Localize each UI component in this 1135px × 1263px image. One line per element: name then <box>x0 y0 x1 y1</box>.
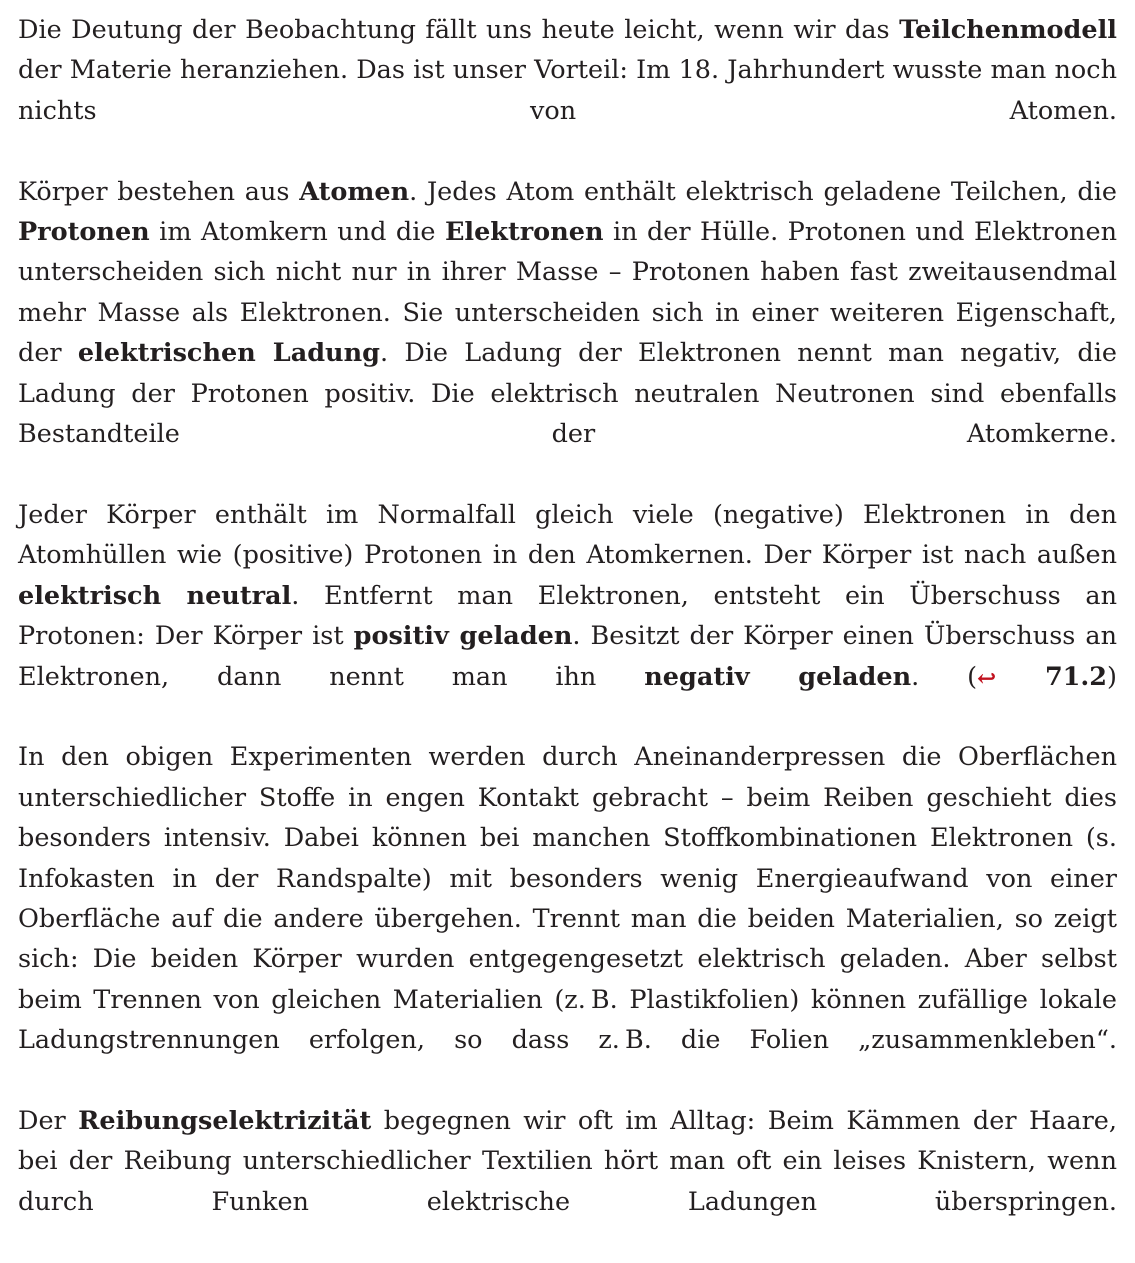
emphasis-term: Teilchenmodell <box>899 15 1117 45</box>
text-run: . ( <box>911 661 978 692</box>
text-run: ) <box>1107 661 1117 692</box>
body-text-column <box>18 10 1117 1263</box>
paragraph <box>18 495 1117 737</box>
emphasis-term: Reibungselektrizität <box>78 1105 372 1136</box>
text-run: . Entfernt man Elektronen, entsteht ein Überschuss an Protonen: Der Körper ist <box>18 580 1118 652</box>
paragraph <box>18 737 1117 1101</box>
emphasis-term: Atomen <box>299 176 410 207</box>
text-run: . Jedes Atom enthält elektrisch geladene Teilchen, die <box>409 176 1117 207</box>
text-run: Die Deutung der Beobachtung fällt uns heute leicht, wenn wir das <box>18 15 900 45</box>
emphasis-term: 71.2 <box>996 661 1108 692</box>
emphasis-term: elektrisch neutral <box>18 580 292 611</box>
paragraph <box>18 1101 1117 1263</box>
text-run: Körper bestehen aus <box>18 176 300 207</box>
emphasis-term: Elektronen <box>444 217 604 248</box>
text-run: der Materie heranziehen. Das ist unser Vorteil: Im 18. Jahrhundert wusste man noch nichts von Atomen. <box>18 55 1117 126</box>
text-run: begegnen wir oft im Alltag: Beim Kämmen der Haare, bei der Reibung unterschiedlicher Textilien hört man oft ein leises Knistern, wenn durch Funken elektrische Ladungen überspringen. <box>18 1105 1117 1217</box>
paragraph <box>18 10 1117 172</box>
text-run: im Atomkern und die <box>149 217 445 248</box>
text-run: . Besitzt der Körper einen Überschuss an Elektronen, dann nennt man ihn <box>18 621 1117 692</box>
text-run: In den obigen Experimenten werden durch Aneinanderpressen die Oberflächen unterschiedlicher Stoffe in engen Kontakt gebracht – beim Reiben geschieht dies besonders intensiv. Dabei können bei manchen Stoffkombinationen Elektronen (s. Infokasten in der Randspalte) mit besonders wenig Energieaufwand von einer Oberfläche auf die andere übergehen. Trennt man die beiden Materialien, so zeigt sich: Die beiden Körper wurden entgegengesetzt elektrisch geladen. Aber selbst beim Trennen von gleichen Materialien (z. B. Plastikfolien) können zufällige lokale Ladungstrennungen erfolgen, so dass z. B. die Folien „zusammenkleben“. <box>18 742 1117 1056</box>
text-run: . Die Ladung der Elektronen nennt man negativ, die Ladung der Protonen positiv. Die elektrisch neutralen Neutronen sind ebenfalls Bestandteile der Atomkerne. <box>18 338 1117 450</box>
text-run: Der <box>18 1105 79 1136</box>
text-run: in der Hülle. Protonen und Elektronen unterscheiden sich nicht nur in ihrer Masse – Protonen haben fast zweitausendmal mehr Masse als Elektronen. Sie unterscheiden sich in einer weiteren Eigenschaft, der <box>18 217 1117 369</box>
emphasis-term: positiv geladen <box>353 621 573 652</box>
emphasis-term: negativ geladen <box>644 661 912 692</box>
reference-arrow-icon: ↩ <box>977 664 997 692</box>
emphasis-term: Protonen <box>18 217 150 248</box>
emphasis-term: elektrischen Ladung <box>77 338 380 369</box>
text-run: Jeder Körper enthält im Normalfall gleich viele (negative) Elektronen in den Atomhüllen wie (positive) Protonen in den Atomkernen. Der Körper ist nach außen <box>18 499 1117 571</box>
paragraph <box>18 172 1117 495</box>
